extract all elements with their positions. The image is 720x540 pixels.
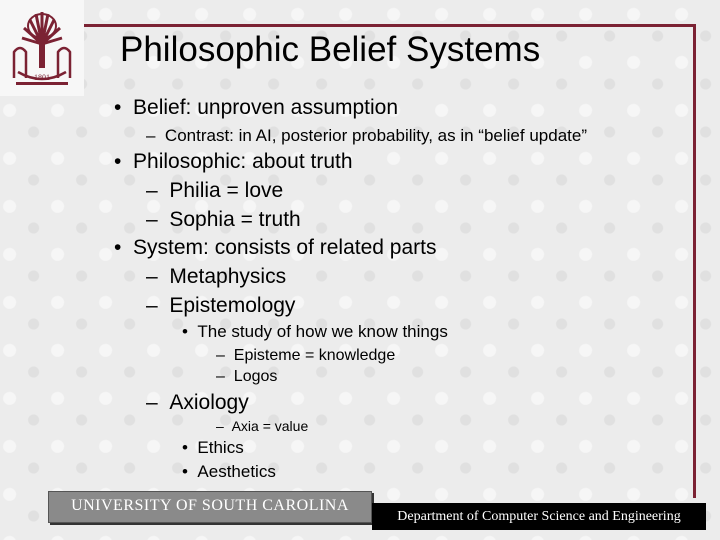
bullet-item — [146, 208, 301, 232]
bullet-marker: • — [182, 462, 188, 481]
bullet-item — [146, 265, 286, 289]
bullet-marker: – — [216, 347, 225, 364]
palmetto-tree-seal-icon — [0, 0, 84, 96]
bullet-marker: • — [182, 322, 188, 341]
bullet-text: Ethics — [197, 438, 244, 457]
bullet-marker: – — [146, 179, 158, 202]
bullet-item — [146, 294, 295, 318]
bullet-text: Philia = love — [169, 179, 284, 202]
bullet-item — [114, 236, 437, 260]
bullet-text: Aesthetics — [197, 462, 276, 481]
university-logo — [0, 0, 84, 96]
bullet-marker: – — [146, 208, 158, 231]
bullet-item — [182, 462, 276, 482]
bullet-text: Belief: unproven assumption — [133, 96, 399, 119]
bullet-marker: – — [146, 126, 156, 145]
bullet-marker: • — [114, 150, 122, 173]
bullet-text: Sophia = truth — [169, 208, 301, 231]
bullet-marker: • — [114, 96, 122, 119]
bullet-text: Philosophic: about truth — [133, 150, 353, 173]
bullet-text: Epistemology — [169, 294, 296, 317]
bullet-item — [182, 438, 244, 458]
bullet-text: Episteme = knowledge — [233, 347, 396, 364]
bullet-marker: – — [216, 418, 224, 434]
bullet-marker: • — [114, 236, 122, 259]
bullet-marker: – — [216, 368, 225, 385]
title-frame-right — [693, 24, 696, 498]
bullet-text: Metaphysics — [169, 265, 287, 288]
bullet-marker: • — [182, 438, 188, 457]
university-footer: UNIVERSITY OF SOUTH CAROLINA — [48, 491, 372, 523]
bullet-item — [146, 391, 249, 415]
bullet-text: Logos — [233, 368, 278, 385]
bullet-marker: – — [146, 294, 158, 317]
bullet-item — [216, 347, 395, 365]
bullet-item — [114, 150, 353, 174]
bullet-text: System: consists of related parts — [133, 236, 437, 259]
bullet-text: Axiology — [169, 391, 249, 414]
bullet-item — [216, 368, 277, 386]
logo-year: 1801 — [34, 73, 50, 82]
bullet-item — [114, 96, 398, 120]
bullet-item — [216, 418, 308, 434]
bullet-marker: – — [146, 391, 158, 414]
slide-title: Philosophic Belief Systems — [120, 30, 541, 69]
bullet-item — [182, 322, 448, 342]
bullet-text: Contrast: in AI, posterior probability, as in “belief update” — [164, 126, 587, 145]
bullet-text: The study of how we know things — [197, 322, 448, 341]
department-footer: Department of Computer Science and Engineering — [372, 503, 706, 530]
bullet-item — [146, 179, 283, 203]
bullet-text: Axia = value — [231, 418, 309, 434]
bullet-marker: – — [146, 265, 158, 288]
bullet-item — [146, 126, 587, 146]
